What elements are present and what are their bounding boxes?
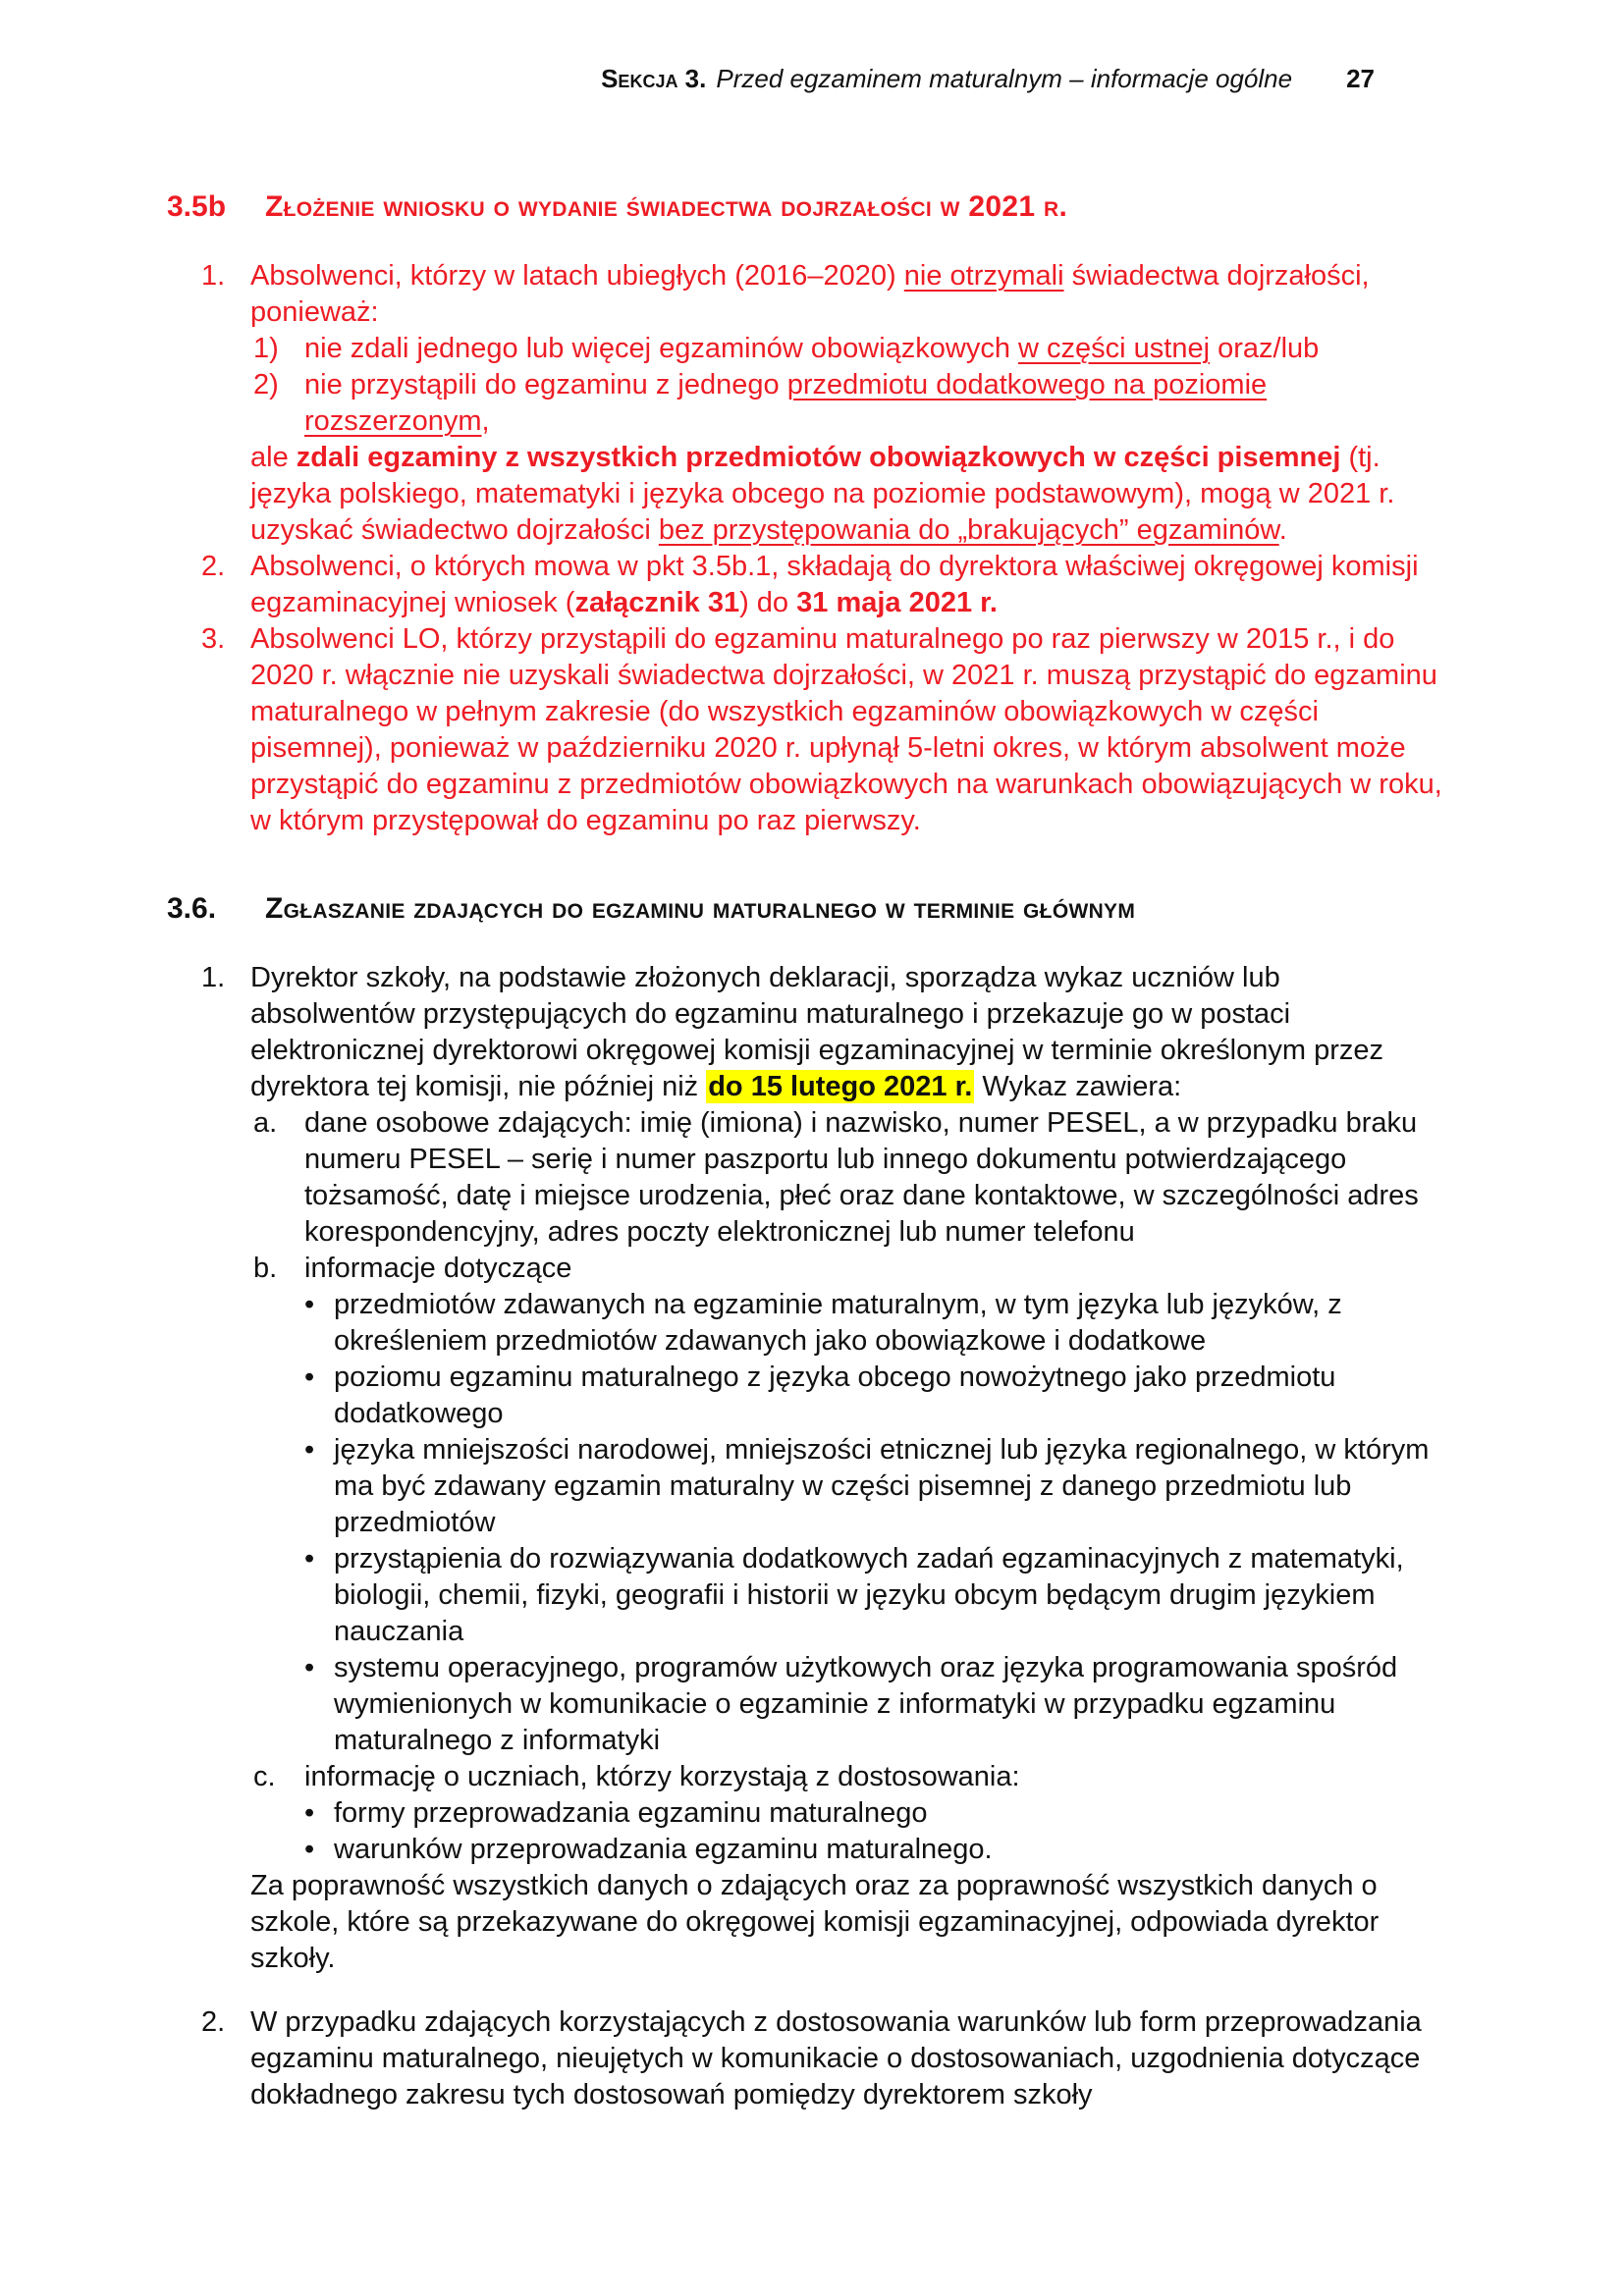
list-item xyxy=(167,1795,1443,1832)
section-3-5b-heading xyxy=(167,188,1443,225)
text-run: dane osobowe zdających: imię (imiona) i nazwisko, numer PESEL, a w przypadku braku numeru PESEL – serię i numer paszportu lub innego dokumentu potwierdzającego tożsamość, datę i miejsce urodzenia, płeć oraz dane kontaktowe, w szczególności adres korespondencyjny, adres poczty elektronicznej lub numer telefonu xyxy=(304,1107,1419,1248)
text-run: 31 maja 2021 r. xyxy=(796,587,998,618)
page-header xyxy=(167,63,1375,94)
text-run: poziomu egzaminu maturalnego z języka obcego nowożytnego jako przedmiotu dodatkowego xyxy=(334,1362,1336,1429)
list-marker: 1. xyxy=(201,260,226,292)
list-item xyxy=(167,367,1443,440)
list-item xyxy=(167,1759,1443,1795)
list-item xyxy=(167,1360,1443,1432)
paragraph-text xyxy=(334,1543,1404,1647)
paragraph-text xyxy=(334,1434,1429,1538)
list-item xyxy=(167,1105,1443,1251)
list-item xyxy=(167,1541,1443,1650)
paragraph-text xyxy=(250,2006,1422,2110)
list-marker: c. xyxy=(253,1761,276,1792)
text-run: Za poprawność wszystkich danych o zdających oraz za poprawność wszystkich danych o szkole, które są przekazywane do okręgowej komisji egzaminacyjnej, odpowiada dyrektor szkoły. xyxy=(250,1870,1380,1974)
section-number: 3.6. xyxy=(167,892,217,925)
paragraph xyxy=(167,440,1443,549)
text-run: zdali egzaminy z wszystkich przedmiotów obowiązkowych w części pisemnej xyxy=(296,442,1341,473)
text-run: , xyxy=(481,405,490,437)
list-marker: a. xyxy=(253,1107,278,1139)
text-run: formy przeprowadzania egzaminu maturalnego xyxy=(334,1797,928,1829)
list-item xyxy=(167,331,1443,367)
list-marker: 1) xyxy=(253,333,279,364)
bullet-marker: • xyxy=(304,1797,315,1829)
text-run: świadectwa dojrzałości, ponieważ: xyxy=(250,260,1370,328)
section-3-5b xyxy=(167,188,1443,839)
list-item xyxy=(167,621,1443,839)
paragraph xyxy=(167,1868,1443,1977)
section-3-6-body xyxy=(167,960,1443,2113)
list-marker: 2. xyxy=(201,551,226,582)
paragraph-text xyxy=(334,1652,1397,1756)
paragraph-text xyxy=(334,1834,993,1865)
paragraph-text xyxy=(250,442,1394,546)
paragraph-text xyxy=(304,1107,1419,1248)
text-run: Absolwenci, o których mowa w pkt 3.5b.1, składają do dyrektora właściwej okręgowej komisji egzaminacyjnej wniosek ( xyxy=(250,551,1419,618)
section-number: 3.5b xyxy=(167,190,227,223)
text-run: informację o uczniach, którzy korzystają z dostosowania: xyxy=(304,1761,1020,1792)
paragraph-text xyxy=(250,551,1419,618)
paragraph-text xyxy=(250,623,1442,836)
text-run: (tj. języka polskiego, matematyki i języka obcego na poziomie podstawowym), mogą w 2021 r. uzyskać świadectwo dojrzałości xyxy=(250,442,1395,546)
text-run: nie zdali jednego lub więcej egzaminów obowiązkowych xyxy=(304,333,1019,364)
list-item xyxy=(167,258,1443,331)
bullet-marker: • xyxy=(304,1289,315,1320)
paragraph-text xyxy=(250,962,1383,1103)
section-3-6 xyxy=(167,890,1443,2113)
text-run: załącznik 31 xyxy=(574,587,740,618)
list-item xyxy=(167,1432,1443,1541)
text-run: informacje dotyczące xyxy=(304,1253,572,1284)
text-run: przedmiotu dodatkowego na poziomie rozszerzonym xyxy=(304,369,1268,437)
bullet-marker: • xyxy=(304,1834,315,1865)
section-3-5b-body xyxy=(167,258,1443,839)
list-item xyxy=(167,1251,1443,1287)
bullet-marker: • xyxy=(304,1652,315,1683)
text-run: Wykaz zawiera: xyxy=(974,1071,1182,1102)
text-run: . xyxy=(1278,514,1287,546)
text-run: Dyrektor szkoły, na podstawie złożonych deklaracji, sporządza wykaz uczniów lub absolwentów przystępujących do egzaminu maturalnego i przekazuje go w postaci elektronicznej dyrektorowi okręgowej komisji egzaminacyjnej w terminie określonym przez dyrektora tej komisji, nie później niż xyxy=(250,962,1383,1102)
list-item xyxy=(167,2004,1443,2113)
page-number: 27 xyxy=(1346,64,1375,93)
list-marker: 1. xyxy=(201,962,226,993)
list-item xyxy=(167,549,1443,621)
text-run: przedmiotów zdawanych na egzaminie maturalnym, w tym języka lub języków, z określeniem przedmiotów zdawanych jako obowiązkowe i dodatkowe xyxy=(334,1289,1342,1357)
header-section-label: Sekcja 3. xyxy=(601,64,707,93)
text-run: przystąpienia do rozwiązywania dodatkowych zadań egzaminacyjnych z matematyki, biologii, chemii, fizyki, geografii i historii w języku obcym będącym drugim językiem nauczania xyxy=(334,1543,1404,1647)
paragraph-text xyxy=(304,369,1267,437)
list-item xyxy=(167,1287,1443,1360)
list-marker: b. xyxy=(253,1253,278,1284)
text-run: nie otrzymali xyxy=(903,260,1064,292)
text-run: warunków przeprowadzania egzaminu maturalnego. xyxy=(334,1834,993,1865)
bullet-marker: • xyxy=(304,1543,315,1575)
text-run: systemu operacyjnego, programów użytkowych oraz języka programowania spośród wymienionych w komunikacie o egzaminie z informatyki w przypadku egzaminu maturalnego z informatyki xyxy=(334,1652,1398,1756)
paragraph-text xyxy=(334,1362,1335,1429)
section-3-6-heading xyxy=(167,890,1443,927)
list-item xyxy=(167,1832,1443,1868)
text-run: w części ustnej xyxy=(1018,333,1211,364)
text-run: ale xyxy=(250,442,297,473)
text-run: Absolwenci, którzy w latach ubiegłych (2016–2020) xyxy=(250,260,904,292)
text-run: nie przystąpili do egzaminu z jednego xyxy=(304,369,787,400)
text-run: języka mniejszości narodowej, mniejszości etnicznej lub języka regionalnego, w którym ma być zdawany egzamin maturalny w części pisemnej z danego przedmiotu lub przedmiotów xyxy=(334,1434,1430,1538)
bullet-marker: • xyxy=(304,1362,315,1393)
list-marker: 3. xyxy=(201,623,226,655)
highlighted-text-run: do 15 lutego 2021 r. xyxy=(708,1071,973,1102)
list-marker: 2. xyxy=(201,2006,226,2038)
text-run: ) do xyxy=(739,587,797,618)
text-run: W przypadku zdających korzystających z dostosowania warunków lub form przeprowadzania egzaminu maturalnego, nieujętych w komunikacie o dostosowaniach, uzgodnienia dotyczące dokładnego zakresu tych dostosowań pomiędzy dyrektorem szkoły xyxy=(250,2006,1422,2110)
section-title: Zgłaszanie zdających do egzaminu maturalnego w terminie głównym xyxy=(265,892,1136,925)
bullet-marker: • xyxy=(304,1434,315,1466)
text-run: Absolwenci LO, którzy przystąpili do egzaminu maturalnego po raz pierwszy w 2015 r., i do 2020 r. włącznie nie uzyskali świadectwa dojrzałości, w 2021 r. muszą przystąpić do egzaminu maturalnego w pełnym zakresie (do wszystkich egzaminów obowiązkowych w części pisemnej), ponieważ w październiku 2020 r. upłynął 5-letni okres, w którym absolwent może przystąpić do egzaminu z przedmiotów obowiązkowych na warunkach obowiązujących w roku, w którym przystępował do egzaminu po raz pierwszy. xyxy=(250,623,1442,836)
text-run: bez przystępowania do „brakujących” egzaminów xyxy=(658,514,1279,546)
header-section-title: Przed egzaminem maturalnym – informacje ogólne xyxy=(716,64,1293,93)
section-title: Złożenie wniosku o wydanie świadectwa dojrzałości w 2021 r. xyxy=(265,190,1068,223)
paragraph-text xyxy=(334,1289,1342,1357)
text-run: oraz/lub xyxy=(1210,333,1320,364)
paragraph-text xyxy=(304,1253,571,1284)
paragraph-text xyxy=(334,1797,927,1829)
list-marker: 2) xyxy=(253,369,279,400)
paragraph-text xyxy=(250,260,1370,328)
paragraph-text xyxy=(304,333,1319,364)
list-item xyxy=(167,1650,1443,1759)
paragraph-text xyxy=(304,1761,1020,1792)
paragraph-text xyxy=(250,1870,1379,1974)
list-item xyxy=(167,960,1443,1105)
